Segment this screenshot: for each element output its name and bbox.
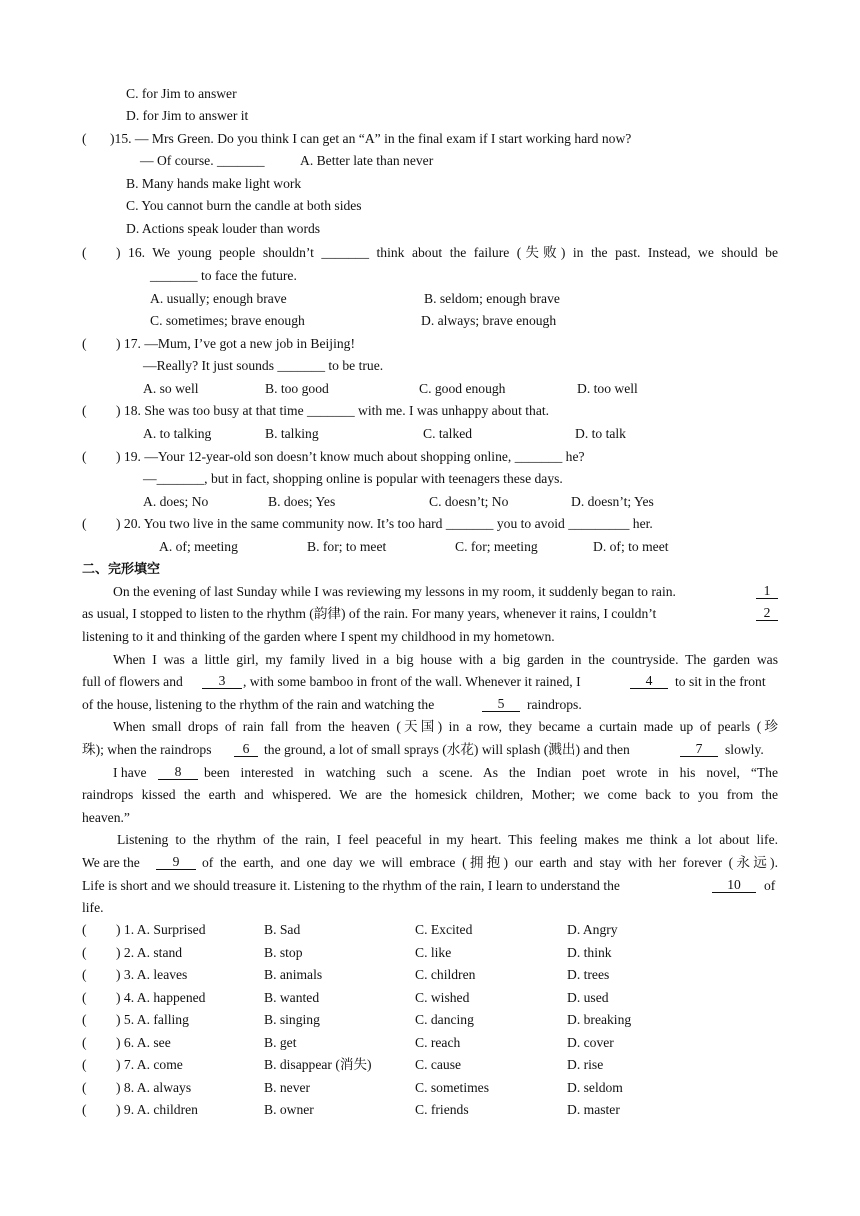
cloze-p4-line1a: I have <box>113 765 147 780</box>
cloze-option-d: D. rise <box>567 1057 604 1072</box>
cloze-p2-line1: When I was a little girl, my family lived in a big house with a big garden in the countryside. The garden was <box>113 652 778 667</box>
cloze-p2-line2c: to sit in the front <box>675 674 766 689</box>
cloze-option-b: B. owner <box>264 1102 314 1117</box>
cloze-option-a: ) 7. A. come <box>116 1057 183 1072</box>
q20-answer-paren: ( <box>82 516 87 531</box>
q18-stem: ) 18. She was too busy at that time _______ with me. I was unhappy about that. <box>116 403 550 418</box>
cloze-option-c: C. wished <box>415 990 470 1005</box>
cloze-p3-line2b: the ground, a lot of small sprays (水花) will splash (溅出) and then <box>264 742 630 757</box>
q17-option-c: C. good enough <box>419 381 506 396</box>
cloze-option-paren: ( <box>82 1080 87 1095</box>
cloze-p4-line1b: been interested in watching such a scene. As the Indian poet wrote in his novel, “The <box>204 765 778 780</box>
cloze-section-heading: 二、完形填空 <box>82 562 161 577</box>
cloze-option-a: ) 6. A. see <box>116 1035 171 1050</box>
cloze-option-paren: ( <box>82 945 87 960</box>
q16-option-a: A. usually; enough brave <box>150 291 287 306</box>
cloze-option-paren: ( <box>82 1012 87 1027</box>
q14-option-d: D. for Jim to answer it <box>126 108 249 123</box>
cloze-blank-1[interactable]: 1 <box>756 583 778 599</box>
cloze-p5-line2a: We are the <box>82 855 140 870</box>
q15-option-a: A. Better late than never <box>300 153 434 168</box>
cloze-option-b: B. stop <box>264 945 303 960</box>
cloze-option-c: C. sometimes <box>415 1080 490 1095</box>
cloze-p5-line3b: of <box>764 878 776 893</box>
cloze-p2-line2b: , with some bamboo in front of the wall. Whenever it rained, I <box>243 674 581 689</box>
cloze-p2-line2a: full of flowers and <box>82 674 183 689</box>
q20-option-d: D. of; to meet <box>593 539 669 554</box>
cloze-option-paren: ( <box>82 1102 87 1117</box>
cloze-p3-line1: When small drops of rain fall from the heaven (天国) in a row, they became a curtain made up of pearls (珍 <box>113 719 778 734</box>
cloze-option-paren: ( <box>82 922 87 937</box>
cloze-option-c: C. reach <box>415 1035 461 1050</box>
q17-option-d: D. too well <box>577 381 638 396</box>
cloze-p2-line3a: of the house, listening to the rhythm of the rain and watching the <box>82 697 435 712</box>
q20-option-a: A. of; meeting <box>159 539 238 554</box>
q20-stem: ) 20. You two live in the same community now. It’s too hard _______ you to avoid _________ her. <box>116 516 653 531</box>
q15-stem-reply: — Of course. _______ <box>140 153 265 168</box>
q19-option-c: C. doesn’t; No <box>429 494 509 509</box>
cloze-option-d: D. breaking <box>567 1012 632 1027</box>
cloze-blank-9[interactable]: 9 <box>156 854 196 870</box>
cloze-blank-3[interactable]: 3 <box>202 673 242 689</box>
q17-stem: ) 17. —Mum, I’ve got a new job in Beijing! <box>116 336 355 351</box>
cloze-option-c: C. like <box>415 945 452 960</box>
cloze-blank-10[interactable]: 10 <box>712 877 756 893</box>
cloze-option-d: D. cover <box>567 1035 614 1050</box>
cloze-option-b: B. Sad <box>264 922 301 937</box>
q16-stem: ) 16. We young people shouldn’t _______ think about the failure (失败) in the past. Instead, we should be <box>116 245 778 260</box>
cloze-option-b: B. get <box>264 1035 297 1050</box>
cloze-option-a: ) 3. A. leaves <box>116 967 188 982</box>
cloze-p1-line2: as usual, I stopped to listen to the rhythm (韵律) of the rain. For many years, whenever it rains, I couldn’t <box>82 606 657 621</box>
q15-option-b: B. Many hands make light work <box>126 176 302 191</box>
cloze-option-paren: ( <box>82 1057 87 1072</box>
cloze-option-c: C. friends <box>415 1102 469 1117</box>
q16-answer-paren: ( <box>82 245 87 260</box>
cloze-p5-line2b: of the earth, and one day we will embrace (拥抱) our earth and stay with her forever (永远). <box>202 855 778 870</box>
cloze-option-c: C. children <box>415 967 476 982</box>
cloze-option-d: D. trees <box>567 967 610 982</box>
cloze-p3-line2c: slowly. <box>725 742 764 757</box>
q18-option-b: B. talking <box>265 426 319 441</box>
q18-option-a: A. to talking <box>143 426 212 441</box>
cloze-option-d: D. seldom <box>567 1080 623 1095</box>
cloze-option-b: B. disappear (消失) <box>264 1057 372 1072</box>
cloze-option-a: ) 5. A. falling <box>116 1012 189 1027</box>
cloze-option-c: C. Excited <box>415 922 473 937</box>
q17-stem-reply: —Really? It just sounds _______ to be true. <box>143 358 384 373</box>
cloze-option-a: ) 1. A. Surprised <box>116 922 206 937</box>
q19-option-b: B. does; Yes <box>268 494 336 509</box>
cloze-option-paren: ( <box>82 990 87 1005</box>
q16-stem-line2: _______ to face the future. <box>150 268 297 283</box>
q15-option-d: D. Actions speak louder than words <box>126 221 321 236</box>
cloze-option-d: D. think <box>567 945 612 960</box>
cloze-p1-line1: On the evening of last Sunday while I was reviewing my lessons in my room, it suddenly began to rain. <box>113 584 676 599</box>
cloze-blank-5[interactable]: 5 <box>482 696 520 712</box>
cloze-blank-8[interactable]: 8 <box>158 764 198 780</box>
cloze-blank-2[interactable]: 2 <box>756 605 778 621</box>
cloze-option-paren: ( <box>82 1035 87 1050</box>
q19-stem: ) 19. —Your 12-year-old son doesn’t know much about shopping online, _______ he? <box>116 449 585 464</box>
cloze-option-c: C. dancing <box>415 1012 474 1027</box>
q17-option-a: A. so well <box>143 381 199 396</box>
q14-option-c: C. for Jim to answer <box>126 86 237 101</box>
q16-option-d: D. always; brave enough <box>421 313 557 328</box>
q20-option-c: C. for; meeting <box>455 539 538 554</box>
q17-answer-paren: ( <box>82 336 87 351</box>
q19-answer-paren: ( <box>82 449 87 464</box>
q15-stem: )15. — Mrs Green. Do you think I can get an “A” in the final exam if I start working hard now? <box>110 131 632 146</box>
q20-option-b: B. for; to meet <box>307 539 387 554</box>
cloze-blank-7[interactable]: 7 <box>680 741 718 757</box>
cloze-option-a: ) 9. A. children <box>116 1102 198 1117</box>
cloze-option-c: C. cause <box>415 1057 462 1072</box>
cloze-option-a: ) 4. A. happened <box>116 990 206 1005</box>
cloze-option-a: ) 8. A. always <box>116 1080 192 1095</box>
q17-option-b: B. too good <box>265 381 329 396</box>
cloze-option-d: D. Angry <box>567 922 618 937</box>
cloze-option-b: B. animals <box>264 967 323 982</box>
q18-answer-paren: ( <box>82 403 87 418</box>
cloze-blank-6[interactable]: 6 <box>234 741 258 757</box>
cloze-option-b: B. wanted <box>264 990 320 1005</box>
cloze-p5-line3a: Life is short and we should treasure it. Listening to the rhythm of the rain, I learn to understand the <box>82 878 620 893</box>
cloze-option-a: ) 2. A. stand <box>116 945 183 960</box>
cloze-p5-line4: life. <box>82 900 104 915</box>
q18-option-c: C. talked <box>423 426 473 441</box>
cloze-p5-line1: Listening to the rhythm of the rain, I feel peaceful in my heart. This feeling makes me think a lot about life. <box>117 832 778 847</box>
q18-option-d: D. to talk <box>575 426 626 441</box>
cloze-option-b: B. never <box>264 1080 311 1095</box>
cloze-p2-line3b: raindrops. <box>527 697 582 712</box>
cloze-option-b: B. singing <box>264 1012 320 1027</box>
q19-stem-reply: —_______, but in fact, shopping online is popular with teenagers these days. <box>143 471 563 486</box>
q19-option-a: A. does; No <box>143 494 209 509</box>
cloze-p4-line3: heaven.” <box>82 810 130 825</box>
q15-answer-paren: ( <box>82 131 87 146</box>
q15-option-c: C. You cannot burn the candle at both sides <box>126 198 362 213</box>
cloze-p4-line2: raindrops kissed the earth and whispered. We are the homesick children, Mother; we come back to you from the <box>82 787 778 802</box>
q16-option-c: C. sometimes; brave enough <box>150 313 305 328</box>
cloze-option-d: D. master <box>567 1102 620 1117</box>
cloze-option-d: D. used <box>567 990 609 1005</box>
cloze-option-paren: ( <box>82 967 87 982</box>
cloze-p1-line3: listening to it and thinking of the garden where I spent my childhood in my hometown. <box>82 629 555 644</box>
cloze-blank-4[interactable]: 4 <box>630 673 668 689</box>
cloze-p3-line2a: 珠); when the raindrops <box>82 742 212 757</box>
q19-option-d: D. doesn’t; Yes <box>571 494 654 509</box>
q16-option-b: B. seldom; enough brave <box>424 291 560 306</box>
